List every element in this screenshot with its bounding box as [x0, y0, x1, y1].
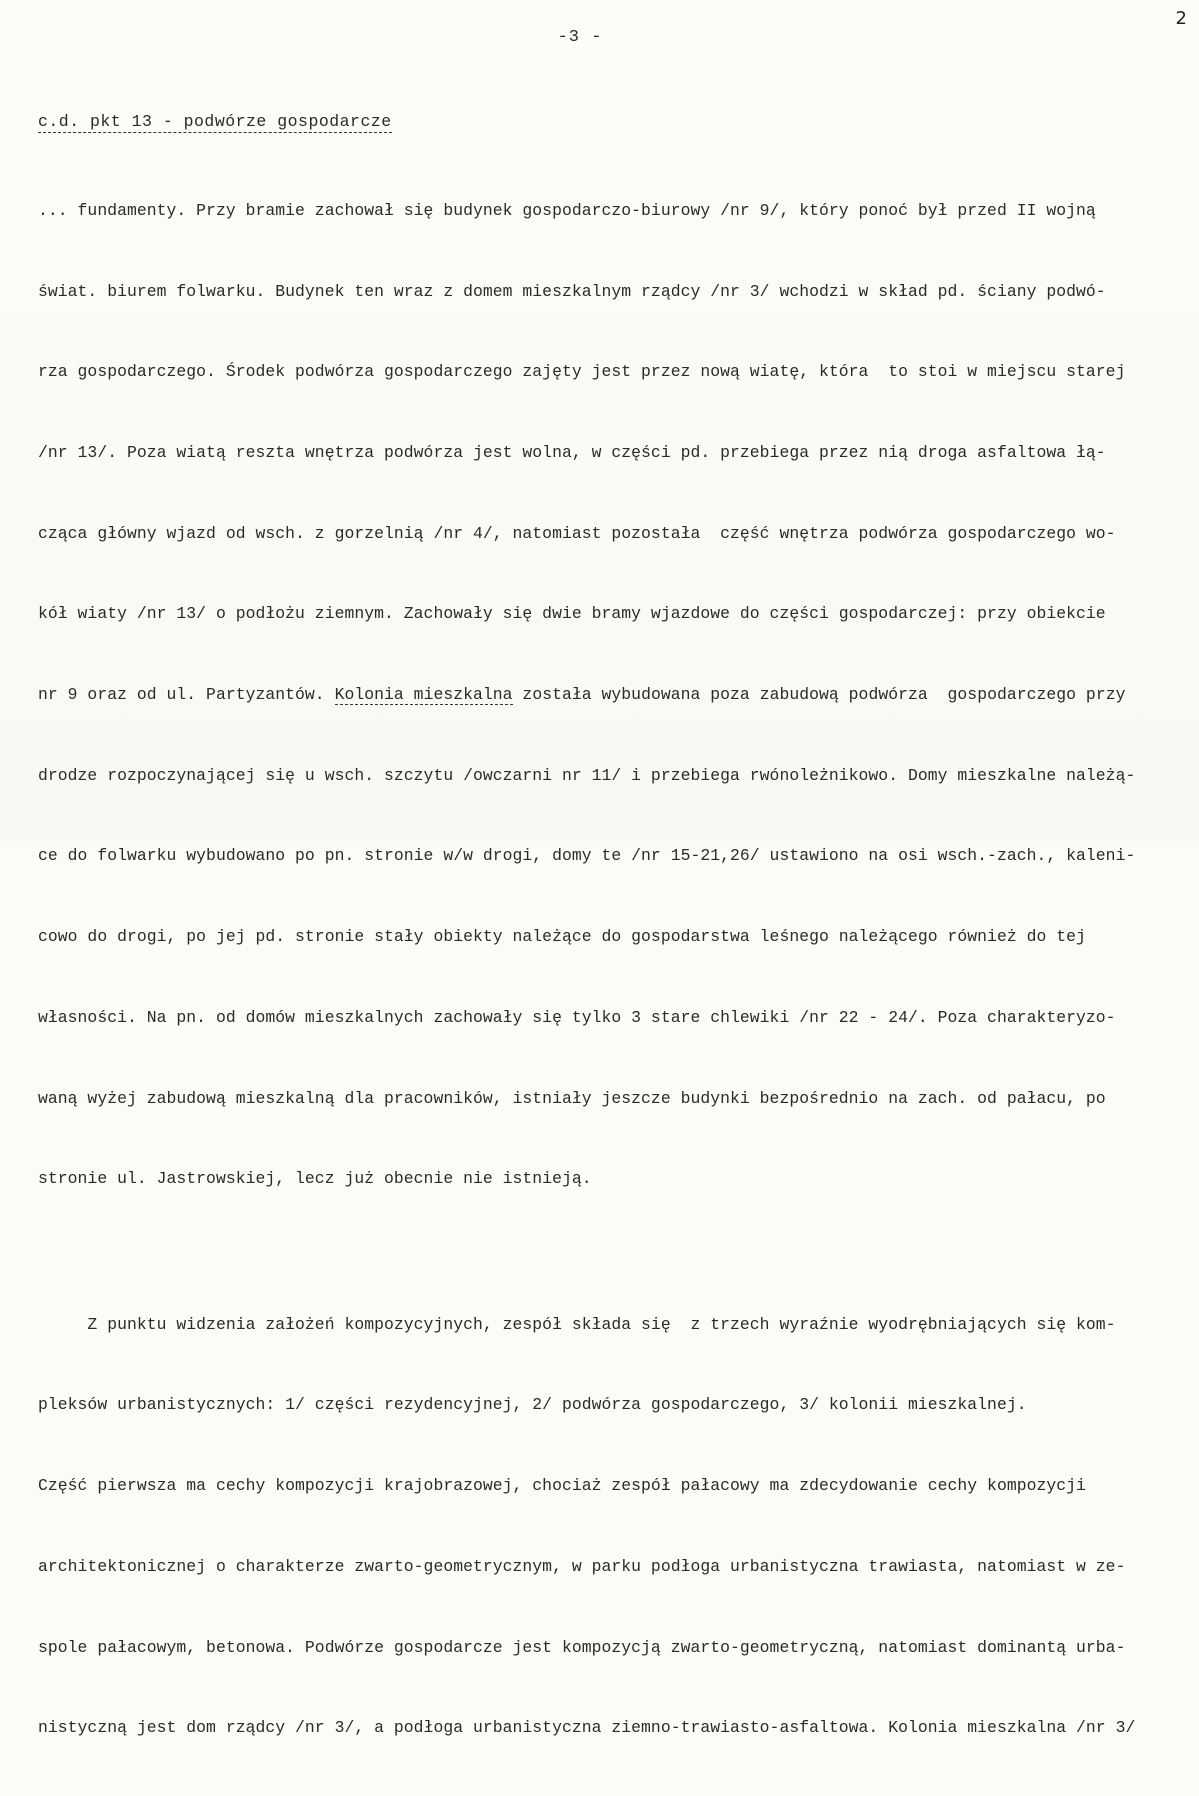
text-line: własności. Na pn. od domów mieszkalnych zachowały się tylko 3 stare chlewiki /nr 22 - 24/. Poza charakteryzo- [38, 1007, 1116, 1027]
section-heading-text: c.d. pkt 13 - podwórze gospodarcze [38, 112, 392, 131]
text-line: waną wyżej zabudową mieszkalną dla pracowników, istniały jeszcze budynki bezpośrednio na zach. od pałacu, po [38, 1088, 1106, 1108]
paragraph-gap [38, 1247, 1188, 1258]
page-number: -3 - [557, 28, 603, 47]
text-line: spole pałacowym, betonowa. Podwórze gospodarcze jest kompozycją zwarto-geometryczną, natomiast dominantą urba- [38, 1637, 1126, 1657]
text-line: cowo do drogi, po jej pd. stronie stały obiekty należące do gospodarstwa leśnego należącego również do tej [38, 927, 1086, 947]
text-line: ce do folwarku wybudowano po pn. stronie w/w drogi, domy te /nr 15-21,26/ ustawiono na osi wsch.-zach., kaleni- [38, 846, 1136, 866]
text-line [38, 682, 1188, 709]
text-line: drodze rozpoczynającej się u wsch. szczytu /owczarni nr 11/ i przebiega rwónoleżnikowo. Domy mieszkalne należą- [38, 765, 1136, 785]
text-line: pleksów urbanistycznych: 1/ części rezydencyjnej, 2/ podwórza gospodarczego, 3/ kolonii mieszkalnej. [38, 1395, 1027, 1415]
section-heading [38, 112, 392, 131]
text-line: nistyczną jest dom rządcy /nr 3/, a podłoga urbanistyczna ziemno-trawiasto-asfaltowa. Kolonia mieszkalna /nr 3/ [38, 1718, 1136, 1738]
text-line-start: nr 9 oraz od ul. Partyzantów. [38, 685, 335, 705]
text-line: /nr 13/. Poza wiatą reszta wnętrza podwórza jest wolna, w części pd. przebiega przez nią droga asfaltowa łą- [38, 442, 1106, 462]
text-line: ... fundamenty. Przy bramie zachował się budynek gospodarczo-biurowy /nr 9/, który ponoć był przed II wojną [38, 200, 1096, 220]
text-line-end: została wybudowana poza zabudową podwórza gospodarczego przy [512, 685, 1126, 705]
text-line: Z punktu widzenia założeń kompozycyjnych, zespół składa się z trzech wyraźnie wyodrębniających się kom- [38, 1314, 1116, 1334]
text-line: cząca główny wjazd od wsch. z gorzelnią /nr 4/, natomiast pozostała część wnętrza podwórza gospodarczego wo- [38, 523, 1116, 543]
text-line: Część pierwsza ma cechy kompozycji krajobrazowej, chociaż zespół pałacowy ma zdecydowanie cechy kompozycji [38, 1476, 1086, 1496]
sheet-number: 2 [1175, 8, 1187, 29]
underlined-term: Kolonia mieszkalna [334, 685, 513, 705]
text-line: stronie ul. Jastrowskiej, lecz już obecnie nie istnieją. [38, 1169, 592, 1189]
body-text [38, 144, 1188, 1796]
text-line: kół wiaty /nr 13/ o podłożu ziemnym. Zachowały się dwie bramy wjazdowe do części gospodarczej: przy obiekcie [38, 604, 1106, 624]
text-line: architektonicznej o charakterze zwarto-geometrycznym, w parku podłoga urbanistyczna trawiasta, natomiast w ze- [38, 1556, 1126, 1576]
text-line: rza gospodarczego. Środek podwórza gospodarczego zajęty jest przez nową wiatę, która to stoi w miejscu starej [38, 362, 1126, 382]
text-line: świat. biurem folwarku. Budynek ten wraz z domem mieszkalnym rządcy /nr 3/ wchodzi w skład pd. ściany podwó- [38, 281, 1106, 301]
